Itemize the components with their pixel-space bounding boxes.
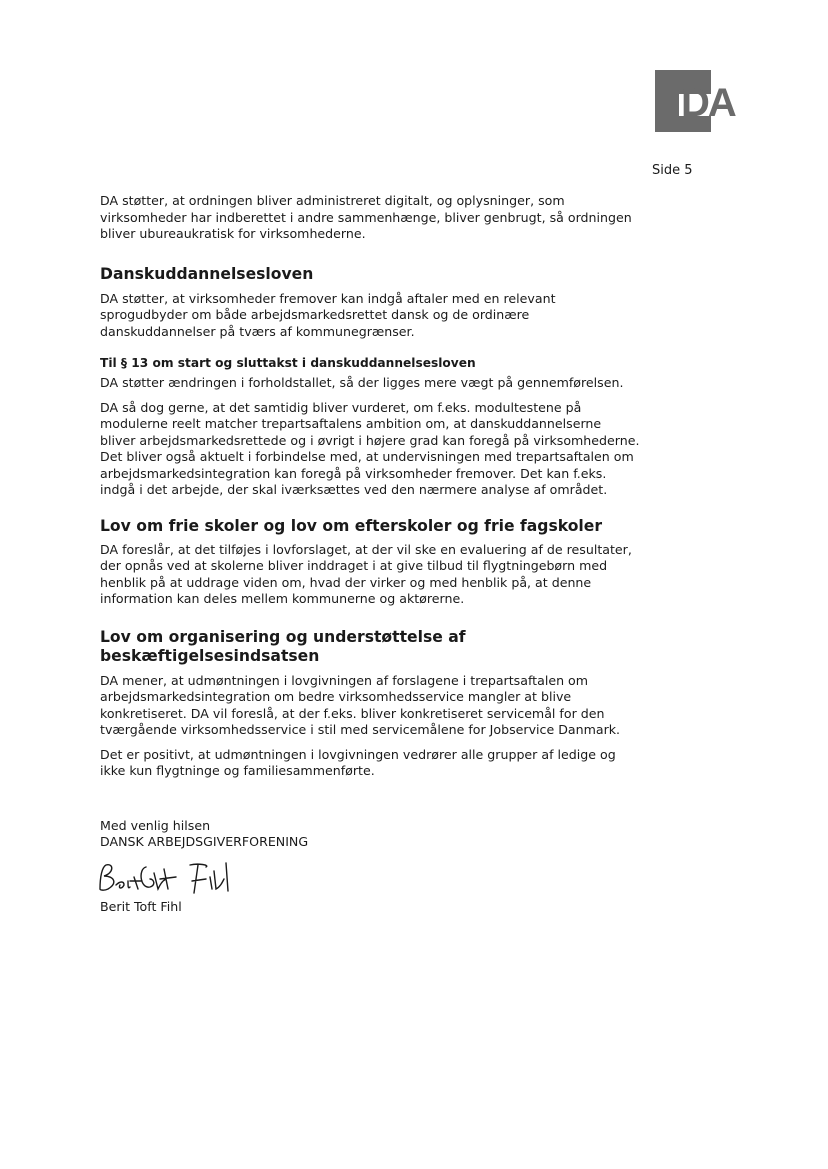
section3-paragraph-1: DA mener, at udmøntningen i lovgivningen af forslagene i trepartsaftalen om arbejdsmarkedsintegration om bedre virksomhedsservice mangler at blive konkretiseret. DA vil foreslå, at der f.eks. bliver konkretiseret servicemål for den tværgående virksomhedsservice i stil med servicemålene for Jobservice Danmark.	[100, 672, 621, 737]
logo-text: DA	[681, 81, 735, 125]
organization-name: DANSK ARBEJDSGIVERFORENING	[100, 834, 309, 849]
handwritten-signature	[94, 859, 264, 897]
page-number: Side 5	[652, 163, 693, 178]
closing-block	[100, 818, 640, 916]
greeting: Med venlig hilsen	[100, 817, 211, 833]
section-heading-beskaeftigelsesindsatsen: Lov om organisering og understøttelse af beskæftigelsesindsatsen	[100, 627, 466, 665]
signatory-name: Berit Toft Fihl	[100, 898, 182, 914]
intro-paragraph: DA støtter, at ordningen bliver administreret digitalt, og oplysninger, som virksomheder har indberettet i andre sammenhænge, bliver genbrugt, så ordningen bliver ubureaukratisk for virksomhederne.	[100, 193, 632, 241]
section-heading-frie-skoler: Lov om frie skoler og lov om efterskoler og frie fagskoler	[100, 516, 603, 535]
section1-paragraph-1: DA støtter, at virksomheder fremover kan indgå aftaler med en relevant sprogudbyder om både arbejdsmarkedsrettet dansk og de ordinære danskuddannelser på tværs af kommunegrænser.	[100, 290, 556, 339]
subheading-paragraph-13: Til § 13 om start og sluttakst i danskuddannelsesloven	[100, 356, 476, 370]
section1-paragraph-3: DA så dog gerne, at det samtidig bliver vurderet, om f.eks. modultestene på modulerne reelt matcher trepartsaftalens ambition om, at danskuddannelserne bliver arbejdsmarkedsrettede og i øvrigt i højere grad kan foregå på virksomhederne. Det bliver også aktuelt i forbindelse med, at undervisningen med trepartsaftalen om arbejdsmarkedsintegration kan foregå på virksomheder fremover. Det kan f.eks. indgå i det arbejde, der skal iværksættes ved den nærmere analyse af området.	[100, 399, 640, 497]
section-heading-danskuddannelsesloven: Danskuddannelsesloven	[100, 264, 314, 283]
section3-paragraph-2: Det er positivt, at udmøntningen i lovgivningen vedrører alle grupper af ledige og ikke kun flygtninge og familiesammenførte.	[100, 746, 616, 778]
section2-paragraph-1: DA foreslår, at det tilføjes i lovforslaget, at der vil ske en evaluering af de resultater, der opnås ved at skolerne bliver inddraget i at give tilbud til flygtningebørn med henblik på at uddrage viden om, hvad der virker og med henblik på, at denne information kan deles mellem kommunerne og aktørerne.	[100, 541, 632, 606]
section1-paragraph-2: DA støtter ændringen i forholdstallet, så der ligges mere vægt på gennemførelsen.	[100, 375, 624, 390]
da-logo	[653, 70, 763, 132]
document-body	[100, 193, 640, 915]
